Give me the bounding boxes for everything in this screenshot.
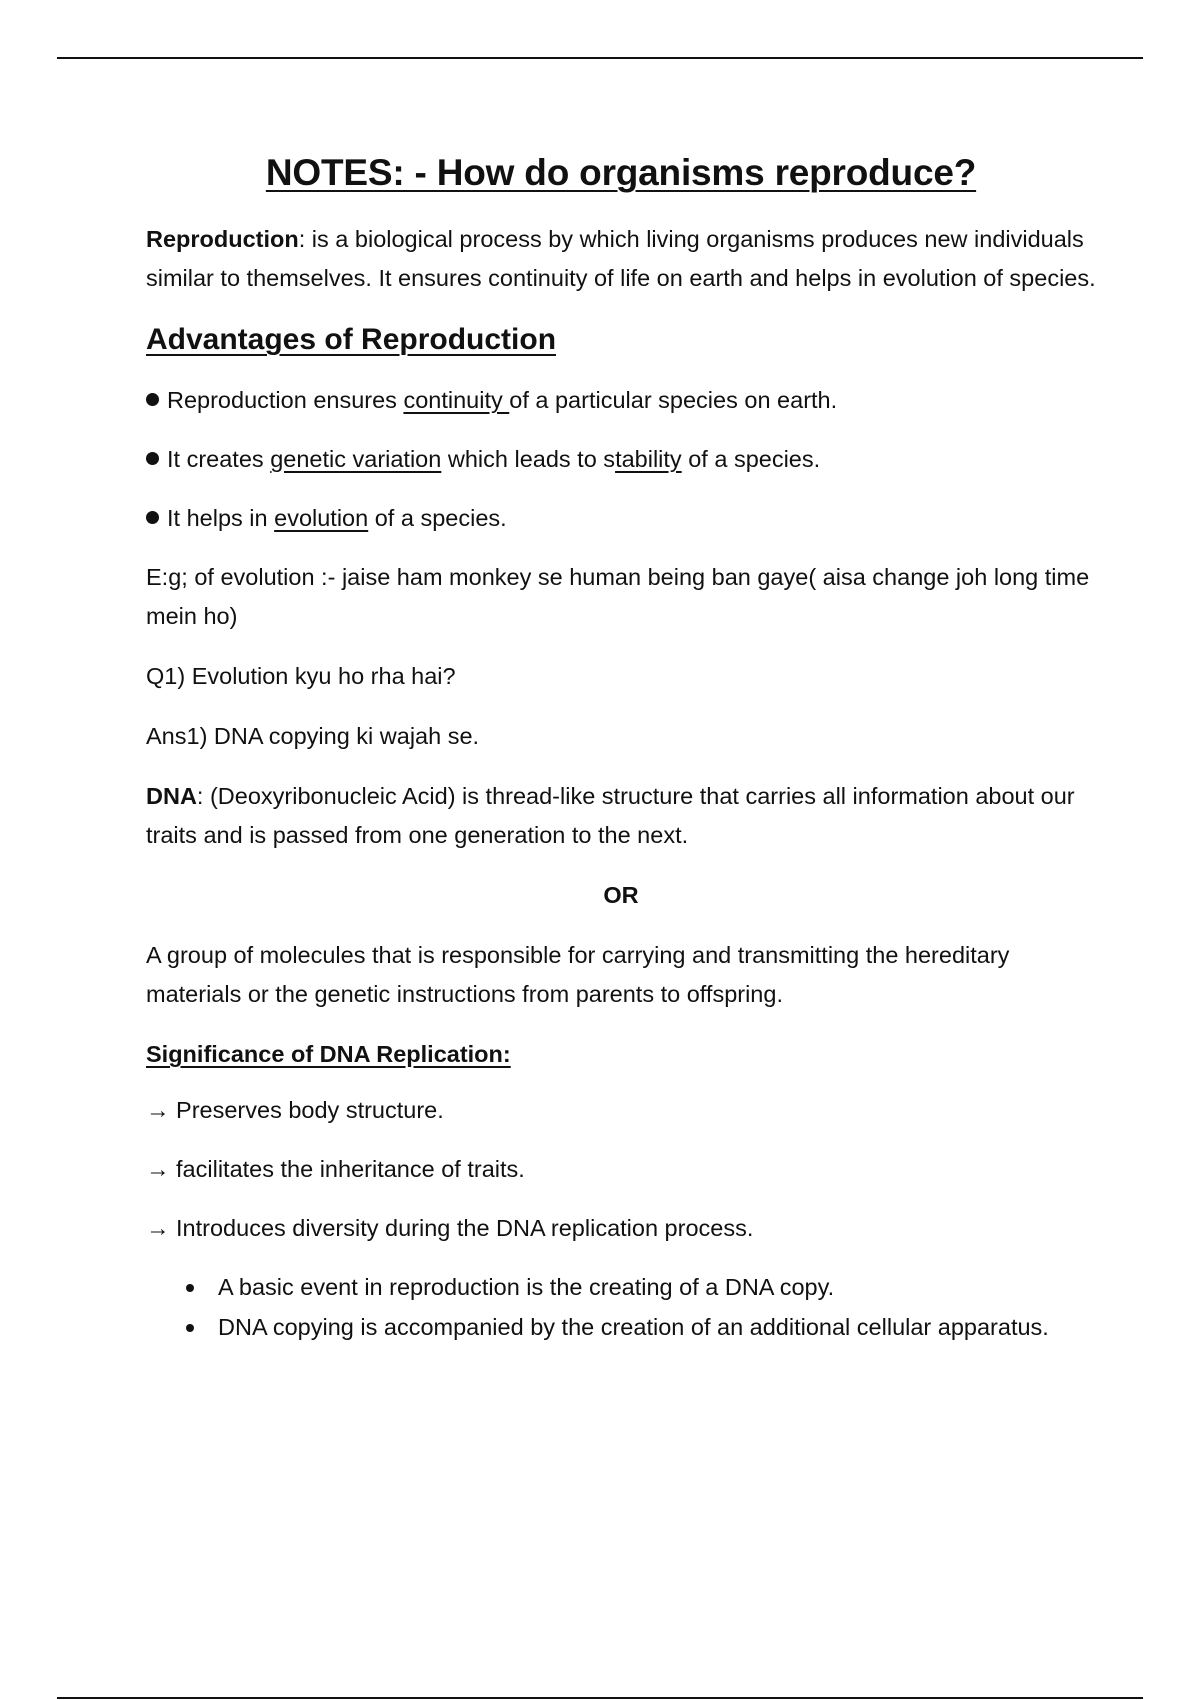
intro-text: : is a biological process by which living organisms produces new individuals similar to themselves. It ensures continuity of life on earth and helps in evolution of species.: [146, 226, 1096, 291]
dna-term: DNA: [146, 783, 197, 809]
arrow-icon: →: [146, 1097, 170, 1123]
advantages-heading: Advantages of Reproduction: [146, 323, 557, 356]
list-item: DNA copying is accompanied by the creation of an additional cellular apparatus.: [146, 1308, 1096, 1347]
page-bottom-rule: [57, 1697, 1143, 1699]
dna-definition: [146, 777, 1096, 855]
document-page: [146, 148, 1096, 1348]
bullet-icon: [146, 393, 159, 406]
answer: Ans1) DNA copying ki wajah se.: [146, 723, 480, 749]
arrow-icon: →: [146, 1156, 170, 1182]
significance-point: → Preserves body structure.: [146, 1097, 444, 1123]
significance-bullet-list: [146, 1268, 1096, 1347]
question: Q1) Evolution kyu ho rha hai?: [146, 663, 456, 689]
dna-text: : (Deoxyribonucleic Acid) is thread-like structure that carries all information about our traits and is passed from one generation to the next.: [146, 783, 1075, 848]
intro-term: Reproduction: [146, 226, 299, 252]
significance-heading: Significance of DNA Replication:: [146, 1041, 511, 1067]
significance-point: → Introduces diversity during the DNA replication process.: [146, 1215, 754, 1241]
bullet-icon: [146, 452, 159, 465]
advantage-item: Reproduction ensures continuity of a particular species on earth.: [146, 381, 1096, 420]
bullet-icon: [146, 511, 159, 524]
underlined-term: genetic variation: [270, 446, 442, 472]
dna-alt-definition: A group of molecules that is responsible for carrying and transmitting the hereditary materials or the genetic instructions from parents to offspring.: [146, 942, 1010, 1007]
significance-point: → facilitates the inheritance of traits.: [146, 1156, 525, 1182]
arrow-icon: →: [146, 1215, 170, 1241]
evolution-example: E:g; of evolution :- jaise ham monkey se human being ban gaye( aisa change joh long time mein ho): [146, 564, 1090, 629]
or-separator: OR: [603, 882, 639, 908]
intro-paragraph: [146, 220, 1096, 298]
advantage-item: It helps in evolution of a species.: [146, 499, 1096, 538]
underlined-term: evolution: [274, 505, 369, 531]
underlined-term: tability: [615, 446, 682, 472]
page-top-rule: [57, 57, 1143, 59]
page-title: NOTES: - How do organisms reproduce?: [265, 152, 977, 193]
underlined-term: continuity: [403, 387, 510, 413]
advantage-item: It creates genetic variation which leads to stability of a species.: [146, 440, 1096, 479]
list-item: A basic event in reproduction is the creating of a DNA copy.: [146, 1268, 1096, 1307]
